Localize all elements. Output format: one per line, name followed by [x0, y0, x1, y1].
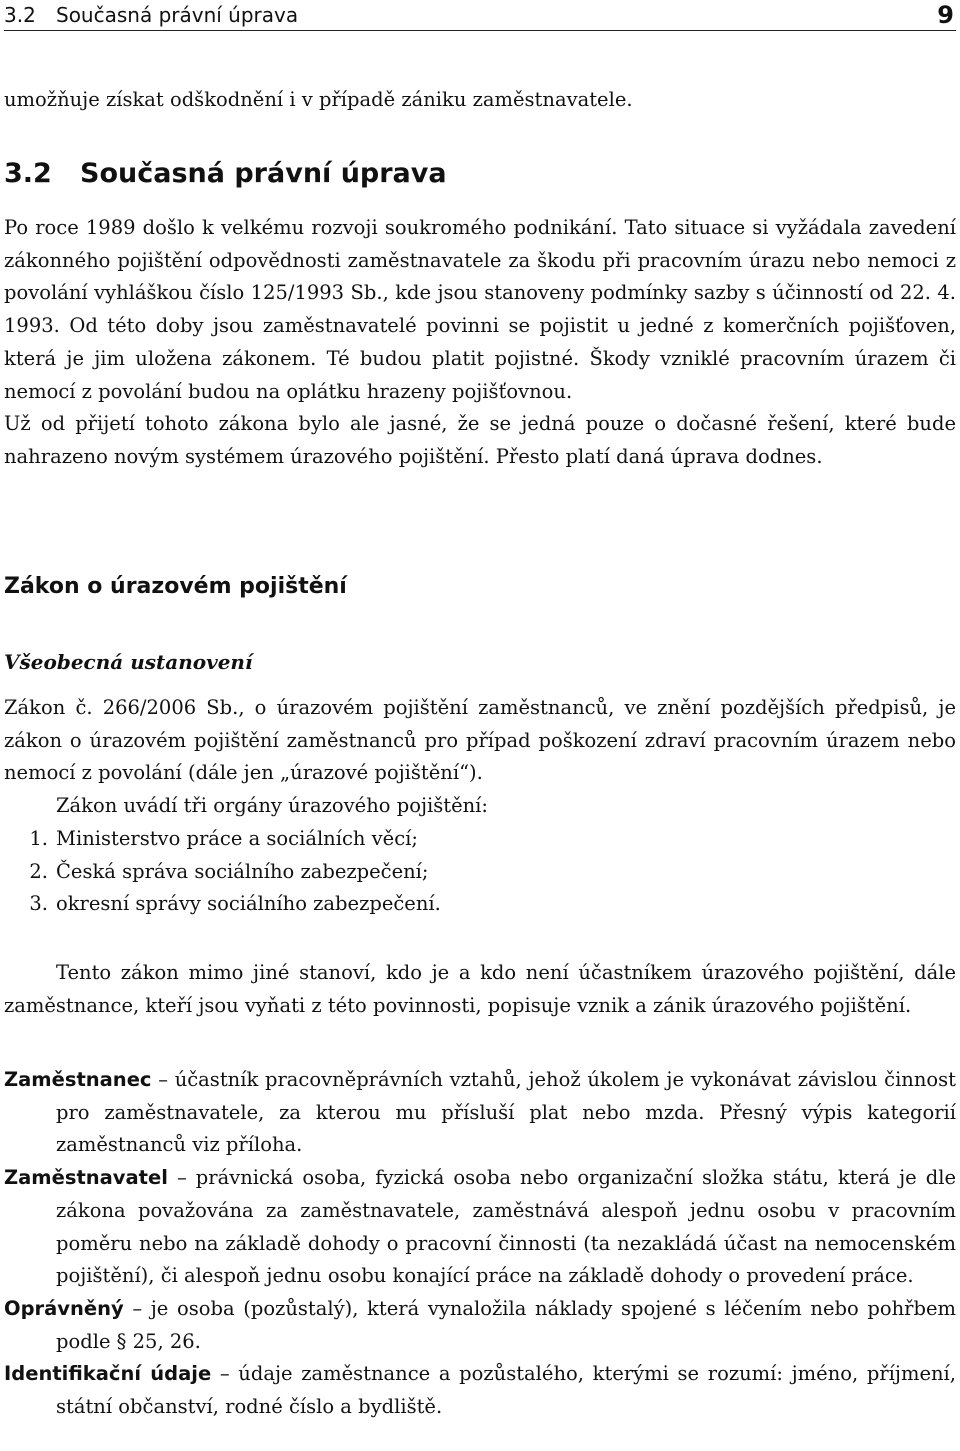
paragraph: Po roce 1989 došlo k velkému rozvoji soukromého podnikání. Tato situace si vyžádala zavedení zákonného pojištění odpovědnosti zaměstnavatele za škodu při pracovním úrazu nebo nemoci z povolání vyhláškou číslo 125/1993 Sb., kde jsou stanoveny podmínky sazby s účinností od 22. 4. 1993. Od této doby jsou zaměstnavatelé povinni se pojistit u jedné z komerčních pojišťoven, která je jim uložena zákonem. Té budou platit pojistné. Škody vzniklé pracovním úrazem či nemocí z povolání budou na oplátku hrazeny pojišťovnou. — [4, 216, 956, 403]
law-body-continued — [4, 957, 956, 1022]
list-marker: 3. — [29, 892, 48, 916]
list-item-text: okresní správy sociálního zabezpečení. — [56, 892, 441, 916]
definition-dash: – — [176, 1166, 187, 1190]
definition-dash: – — [219, 1362, 230, 1386]
subsection-heading: Zákon o úrazovém pojištění — [4, 574, 347, 599]
running-header — [4, 0, 956, 31]
section-heading-title: Současná právní úprava — [80, 158, 447, 189]
definition-text: je osoba (pozůstalý), která vynaložila náklady spojené s léčením nebo pohřbem podle § 25, 26. — [56, 1296, 956, 1353]
definition-term: Zaměstnavatel — [4, 1166, 168, 1190]
list-item-text: Česká správa sociálního zabezpečení; — [56, 859, 429, 883]
definition-item — [4, 1358, 956, 1423]
running-header-section-title: Současná právní úprava — [56, 3, 299, 27]
paragraph: Zákon uvádí tři orgány úrazového pojištění: — [56, 794, 488, 818]
definition-text: právnická osoba, fyzická osoba nebo organizační složka státu, která je dle zákona považována za zaměstnavatele, zaměstnává alespoň jednu osobu v pracovním poměru nebo na základě dohody o pracovní činnosti (ta nezakládá účast na nemocenském pojištění), či alespoň jednu osobu konající práce na základě dohody o provedení práce. — [56, 1166, 956, 1288]
list-item-text: Ministerstvo práce a sociálních věcí; — [56, 826, 418, 850]
section-heading — [4, 156, 956, 192]
definition-term: Zaměstnanec — [4, 1068, 152, 1091]
paragraph-heading: Všeobecná ustanovení — [4, 650, 253, 674]
running-header-section-number: 3.2 — [4, 3, 36, 27]
paragraph: Už od přijetí tohoto zákona bylo ale jasné, že se jedná pouze o dočasné řešení, které bude nahrazeno novým systémem úrazového pojištění. Přesto platí daná úprava dodnes. — [4, 412, 956, 468]
list-marker: 1. — [29, 826, 48, 850]
page-number: 9 — [937, 1, 954, 29]
definition-item — [4, 1293, 956, 1358]
definition-dash: – — [132, 1296, 143, 1320]
definition-term: Oprávněný — [4, 1296, 124, 1320]
continuation-line: umožňuje získat odškodnění i v případě zániku zaměstnavatele. — [4, 88, 633, 111]
definition-text: účastník pracovněprávních vztahů, jehož úkolem je vykonávat závislou činnost pro zaměstnavatele, za kterou mu přísluší plat nebo mzda. Přesný výpis kategorií zaměstnanců viz příloha. — [56, 1068, 957, 1157]
law-body — [4, 692, 956, 921]
list-item — [4, 888, 956, 921]
definitions-list — [4, 1064, 956, 1424]
section-heading-number: 3.2 — [4, 158, 52, 189]
paragraph: Tento zákon mimo jiné stanoví, kdo je a kdo není účastníkem úrazového pojištění, dále zaměstnance, kteří jsou vyňati z této povinnosti, popisuje vznik a zánik úrazového pojištění. — [4, 961, 956, 1017]
definition-item — [4, 1064, 956, 1162]
list-marker: 2. — [29, 859, 48, 883]
organs-list — [4, 823, 956, 921]
list-item — [4, 856, 956, 889]
definition-term: Identifikační údaje — [4, 1362, 212, 1386]
list-item — [4, 823, 956, 856]
section-body — [4, 212, 956, 474]
paragraph: Zákon č. 266/2006 Sb., o úrazovém pojištění zaměstnanců, ve znění pozdějších předpisů, je zákon o úrazovém pojištění zaměstnanců pro případ poškození zdraví pracovním úrazem nebo nemocí z povolání (dále jen „úrazové pojištění“). — [4, 696, 956, 785]
definition-text: údaje zaměstnance a pozůstalého, kterými se rozumí: jméno, příjmení, státní občanství, rodné číslo a bydliště. — [56, 1362, 956, 1419]
definition-dash: – — [158, 1068, 168, 1091]
definition-item — [4, 1162, 956, 1293]
